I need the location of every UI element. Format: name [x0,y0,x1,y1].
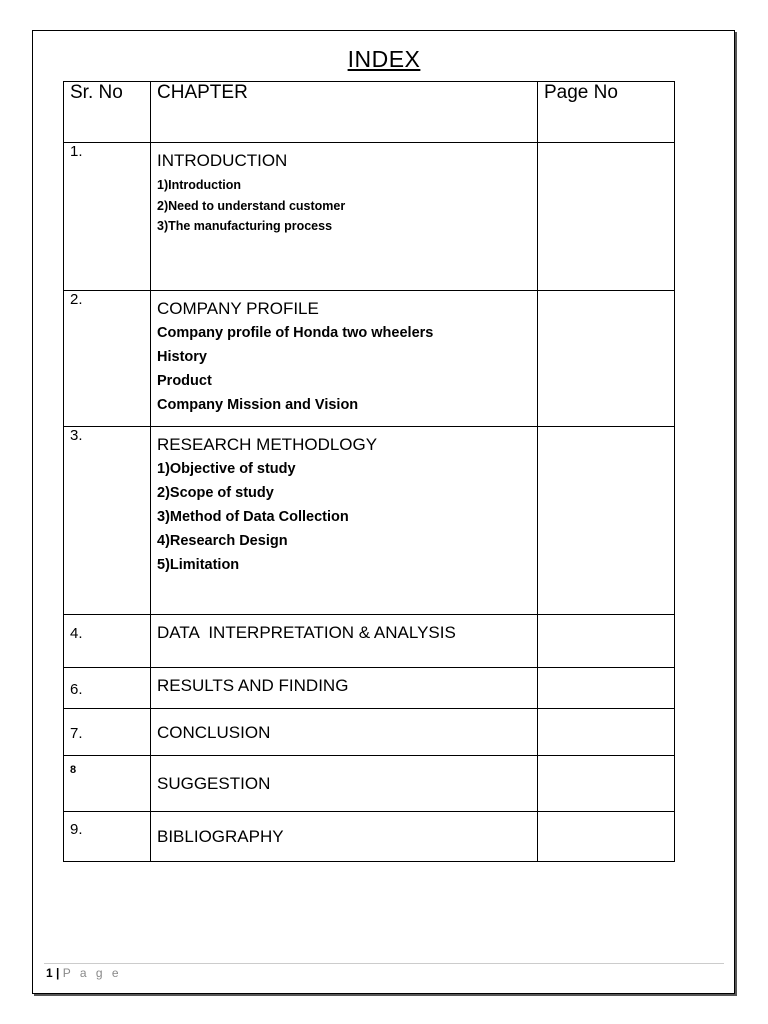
chapter-subitem: 2)Need to understand customer [157,198,346,213]
chapter-title: COMPANY PROFILE [157,299,319,318]
footer-divider [44,963,724,964]
row-chapter-cell [151,812,538,862]
row-page-no [538,709,675,756]
row-chapter-cell [151,143,538,291]
chapter-subitem: 1)Introduction [157,178,242,192]
row-chapter-cell [151,709,538,756]
row-sr-no: 3. [64,427,151,615]
footer-separator: | [56,966,60,980]
chapter-subitem: 2)Scope of study [157,485,274,501]
chapter-subitem: 3)The manufacturing process [157,219,333,233]
table-row [64,668,675,709]
chapter-subitem: 3)Method of Data Collection [157,509,349,525]
row-chapter-cell [151,668,538,709]
page-word: P a g e [62,966,122,980]
row-page-no [538,668,675,709]
chapter-title: RESULTS AND FINDING [157,676,349,695]
row-page-no [538,615,675,668]
row-sr-no: 4. [64,615,151,668]
chapter-title: SUGGESTION [157,774,271,793]
chapter-subitem: 4)Research Design [157,533,288,549]
chapter-title: BIBLIOGRAPHY [157,827,284,846]
page-title: INDEX [347,46,421,72]
row-sr-no: 9. [64,812,151,862]
row-sr-no: 6. [64,668,151,709]
chapter-title: CONCLUSION [157,723,271,742]
table-row [64,615,675,668]
row-sr-no: 2. [64,291,151,427]
header-sr-no: Sr. No [64,82,151,143]
chapter-subitem: Product [157,373,212,389]
table-row [64,143,675,291]
chapter-subitem: 5)Limitation [157,557,240,573]
page-number: 1 [46,966,53,980]
row-chapter-cell [151,615,538,668]
row-chapter-cell [151,427,538,615]
row-sr-no: 1. [64,143,151,291]
chapter-subitem: Company Mission and Vision [157,397,359,413]
table-row [64,427,675,615]
row-page-no [538,427,675,615]
table-header-row [64,82,675,143]
table-row [64,709,675,756]
table-row [64,812,675,862]
row-chapter-cell [151,756,538,812]
row-chapter-cell [151,291,538,427]
row-sr-no: 8 [64,756,151,812]
header-chapter: CHAPTER [151,82,538,143]
row-page-no [538,143,675,291]
row-sr-no: 7. [64,709,151,756]
row-page-no [538,812,675,862]
page-footer [46,966,122,980]
index-table [63,81,675,862]
row-page-no [538,756,675,812]
chapter-subitem: History [157,349,207,365]
row-page-no [538,291,675,427]
table-row [64,756,675,812]
chapter-subitem: 1)Objective of study [157,461,296,477]
chapter-title: INTRODUCTION [157,151,288,170]
chapter-title: DATA INTERPRETATION & ANALYSIS [157,623,456,642]
chapter-title: RESEARCH METHODLOGY [157,435,378,454]
chapter-subitem: Company profile of Honda two wheelers [157,325,434,341]
header-page-no: Page No [538,82,675,143]
table-row [64,291,675,427]
